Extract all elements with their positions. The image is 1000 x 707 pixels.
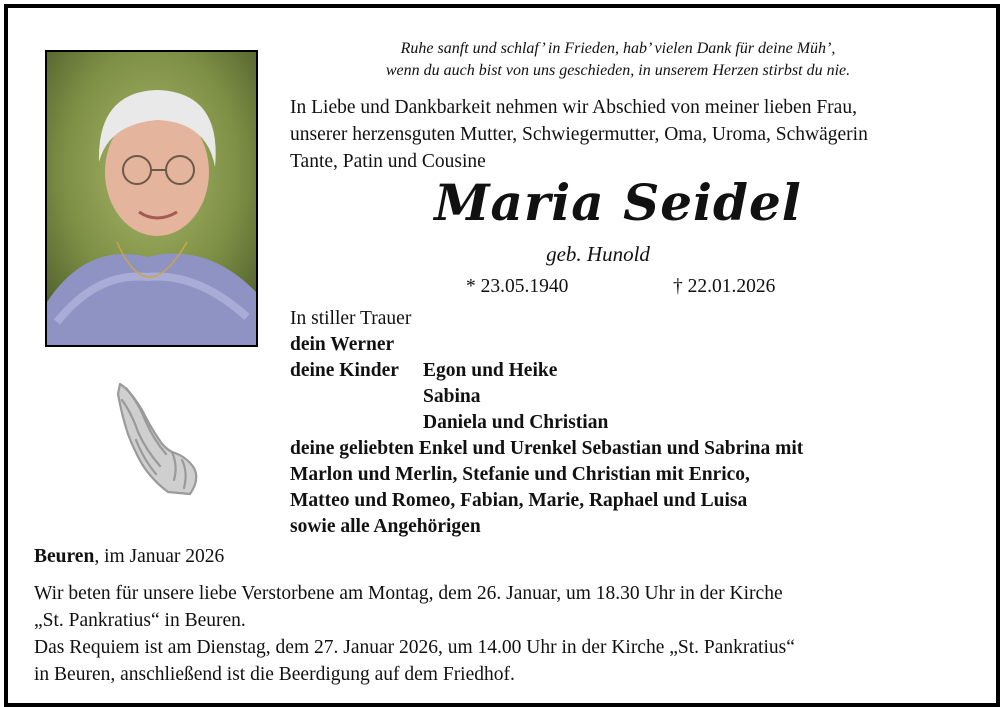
praying-hands-icon — [112, 380, 202, 498]
motto-line: wenn du auch bist von uns geschieden, in unserem Herzen stirbst du nie. — [385, 62, 851, 79]
service-line: in Beuren, anschließend ist die Beerdigung auf dem Friedhof. — [34, 664, 515, 685]
intro-line: Tante, Patin und Cousine — [290, 151, 486, 172]
child-entry: Daniela und Christian — [423, 412, 609, 433]
service-line: „St. Pankratius“ in Beuren. — [34, 610, 246, 631]
birth-date: * 23.05.1940 — [466, 276, 569, 297]
spouse: dein Werner — [290, 334, 395, 355]
relatives: sowie alle Angehörigen — [290, 516, 481, 537]
children-row — [290, 384, 803, 410]
child-entry: Egon und Heike — [423, 360, 558, 381]
place-town: Beuren — [34, 546, 95, 567]
motto-line: Ruhe sanft und schlaf’ in Frieden, hab’ vielen Dank für deine Müh’, — [400, 40, 836, 57]
obituary-notice — [4, 4, 1000, 707]
children-label: deine Kinder — [290, 360, 399, 381]
motto — [288, 38, 948, 82]
deceased-name: Maria Seidel — [434, 173, 802, 232]
intro-line: In Liebe und Dankbarkeit nehmen wir Abschied von meiner lieben Frau, — [290, 97, 857, 118]
children-row — [290, 358, 803, 384]
maiden-name: geb. Hunold — [546, 242, 650, 266]
service-info — [34, 580, 974, 688]
place-date — [34, 546, 224, 568]
portrait-photo — [45, 50, 258, 347]
intro-text — [290, 94, 990, 175]
grandchildren-line: Matteo und Romeo, Fabian, Marie, Raphael und Luisa — [290, 490, 748, 511]
place-date-text: , im Januar 2026 — [94, 546, 225, 567]
service-line: Wir beten für unsere liebe Verstorbene am Montag, dem 26. Januar, um 18.30 Uhr in der Kirche — [34, 583, 783, 604]
intro-line: unserer herzensguten Mutter, Schwiegermutter, Oma, Uroma, Schwägerin — [290, 124, 868, 145]
grandchildren-line: Marlon und Merlin, Stefanie und Christian mit Enrico, — [290, 464, 750, 485]
death-date: † 22.01.2026 — [673, 276, 776, 297]
children-row — [290, 410, 803, 436]
mourners-heading: In stiller Trauer — [290, 308, 412, 329]
service-line: Das Requiem ist am Dienstag, dem 27. Januar 2026, um 14.00 Uhr in der Kirche „St. Pankratius“ — [34, 637, 795, 658]
grandchildren-line: deine geliebten Enkel und Urenkel Sebastian und Sabrina mit — [290, 438, 804, 459]
child-entry: Sabina — [423, 386, 481, 407]
mourners-list — [290, 306, 803, 540]
